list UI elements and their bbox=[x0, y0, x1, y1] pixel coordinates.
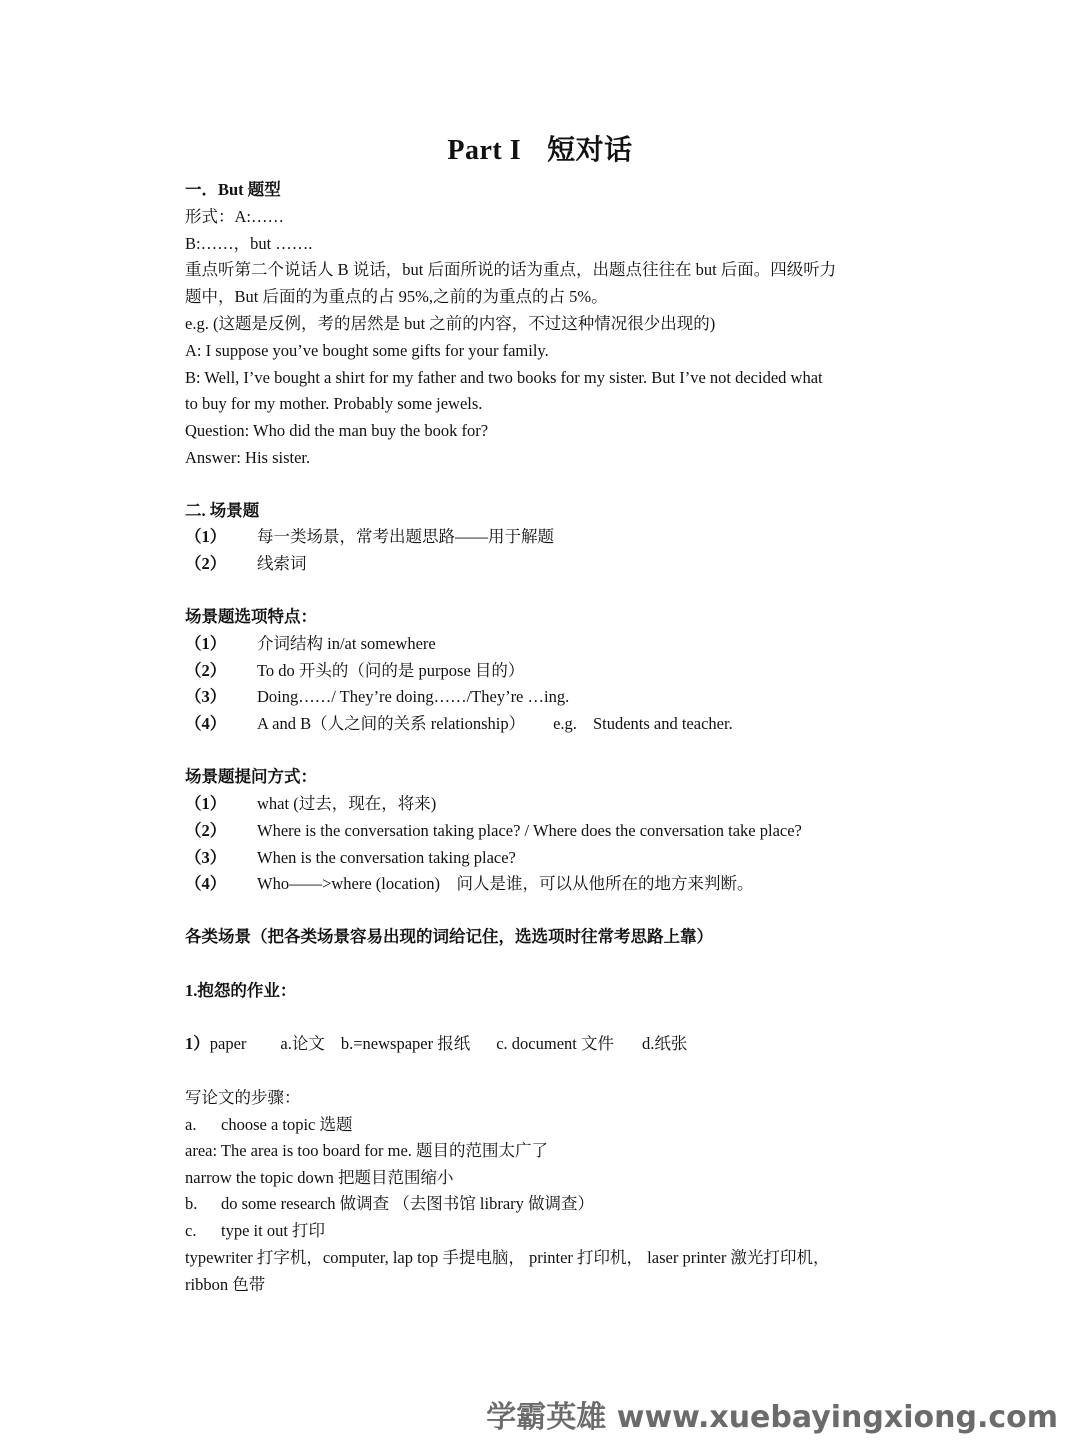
item-number: （4） bbox=[185, 714, 227, 733]
step-label: a. bbox=[185, 1115, 197, 1134]
section1-heading: 一．But 题型 bbox=[185, 180, 281, 199]
section1-example-note: e.g. (这题是反例，考的居然是 but 之前的内容，不过这种情况很少出现的) bbox=[185, 314, 716, 333]
item-number: （2） bbox=[185, 821, 227, 840]
section1-desc-line1: 重点听第二个说话人 B 说话，but 后面所说的话为重点，出题点往往在 but 后面。四级听力 bbox=[185, 260, 837, 279]
devices-line2: ribbon 色带 bbox=[185, 1275, 266, 1294]
questions-heading: 场景题提问方式： bbox=[185, 767, 317, 786]
item-number: （3） bbox=[185, 687, 227, 706]
footer-watermark: 学霸英雄 www.xuebayingxiong.com bbox=[486, 1400, 1058, 1435]
item-text: Who——>where (location) 问人是谁，可以从他所在的地方来判断。 bbox=[257, 874, 754, 893]
list-item bbox=[185, 847, 516, 869]
narrow-line: narrow the topic down 把题目范围缩小 bbox=[185, 1168, 454, 1187]
paper-meaning-d: d.纸张 bbox=[641, 1034, 688, 1053]
list-item bbox=[185, 660, 524, 682]
step-text: type it out 打印 bbox=[221, 1221, 326, 1240]
scenes-heading: 各类场景（把各类场景容易出现的词给记住，选选项时往常考思路上靠） bbox=[185, 927, 713, 946]
list-item bbox=[185, 526, 554, 548]
list-item bbox=[185, 686, 569, 708]
list-item bbox=[185, 553, 307, 575]
item-text: 线索词 bbox=[257, 554, 307, 573]
answer: Answer: His sister. bbox=[185, 448, 311, 467]
list-item bbox=[185, 873, 753, 895]
step-label: b. bbox=[185, 1194, 198, 1213]
item-text: To do 开头的（问的是 purpose 目的） bbox=[257, 661, 525, 680]
step-c bbox=[185, 1220, 325, 1242]
section1-desc-line2: 题中，But 后面的为重点的占 95%,之前的为重点的占 5%。 bbox=[185, 287, 608, 306]
item-text: Where is the conversation taking place? / Where does the conversation take place? bbox=[257, 821, 802, 840]
paper-meanings bbox=[185, 1033, 687, 1055]
item-text: A and B（人之间的关系 relationship） bbox=[257, 714, 526, 733]
item-text: Doing……/ They’re doing……/They’re …ing. bbox=[257, 687, 570, 706]
section1-form: 形式：A:…… bbox=[185, 207, 284, 226]
step-a bbox=[185, 1114, 353, 1136]
title-cn: 短对话 bbox=[547, 135, 633, 166]
devices-line1: typewriter 打字机，computer, lap top 手提电脑， printer 打印机， laser printer 激光打印机， bbox=[185, 1248, 830, 1267]
steps-heading: 写论文的步骤： bbox=[185, 1088, 301, 1107]
section2-heading: 二. 场景题 bbox=[185, 501, 260, 520]
page-title bbox=[0, 128, 1080, 168]
item-number: （3） bbox=[185, 848, 227, 867]
step-text: choose a topic 选题 bbox=[221, 1115, 353, 1134]
list-item bbox=[185, 713, 733, 735]
list-item bbox=[185, 820, 802, 842]
item-number: （4） bbox=[185, 874, 227, 893]
title-part: Part I bbox=[447, 135, 522, 166]
paper-meaning-c: c. document 文件 bbox=[496, 1034, 614, 1053]
item-number: （1） bbox=[185, 527, 227, 546]
dialog-b-line2: to buy for my mother. Probably some jewels. bbox=[185, 394, 483, 413]
item-text: what (过去，现在，将来) bbox=[257, 794, 437, 813]
paper-num: 1） bbox=[185, 1034, 210, 1053]
dialog-a: A: I suppose you’ve bought some gifts for your family. bbox=[185, 341, 549, 360]
step-b bbox=[185, 1193, 594, 1215]
item-number: （2） bbox=[185, 554, 227, 573]
paper-meaning-b: b.=newspaper 报纸 bbox=[340, 1034, 471, 1053]
item-text: 介词结构 in/at somewhere bbox=[257, 634, 436, 653]
item-number: （1） bbox=[185, 634, 227, 653]
list-item bbox=[185, 793, 436, 815]
item-text: When is the conversation taking place? bbox=[257, 848, 516, 867]
item-number: （1） bbox=[185, 794, 227, 813]
paper-word: paper bbox=[209, 1034, 247, 1053]
dialog-b-line1: B: Well, I’ve bought a shirt for my father and two books for my sister. But I’ve not decided what bbox=[185, 368, 823, 387]
section1-form-b: B:……，but ……. bbox=[185, 234, 313, 253]
paper-meaning-a: a.论文 bbox=[280, 1034, 325, 1053]
item-text: 每一类场景，常考出题思路——用于解题 bbox=[257, 527, 554, 546]
question: Question: Who did the man buy the book for? bbox=[185, 421, 489, 440]
homework-heading: 1.抱怨的作业： bbox=[185, 981, 297, 1000]
item-number: （2） bbox=[185, 661, 227, 680]
features-heading: 场景题选项特点： bbox=[185, 607, 317, 626]
step-label: c. bbox=[185, 1221, 197, 1240]
list-item bbox=[185, 633, 436, 655]
step-text: do some research 做调查 （去图书馆 library 做调查） bbox=[221, 1194, 595, 1213]
area-line: area: The area is too board for me. 题目的范围太广了 bbox=[185, 1141, 549, 1160]
eg-label: e.g. bbox=[553, 714, 577, 733]
eg-example: Students and teacher. bbox=[592, 714, 733, 733]
